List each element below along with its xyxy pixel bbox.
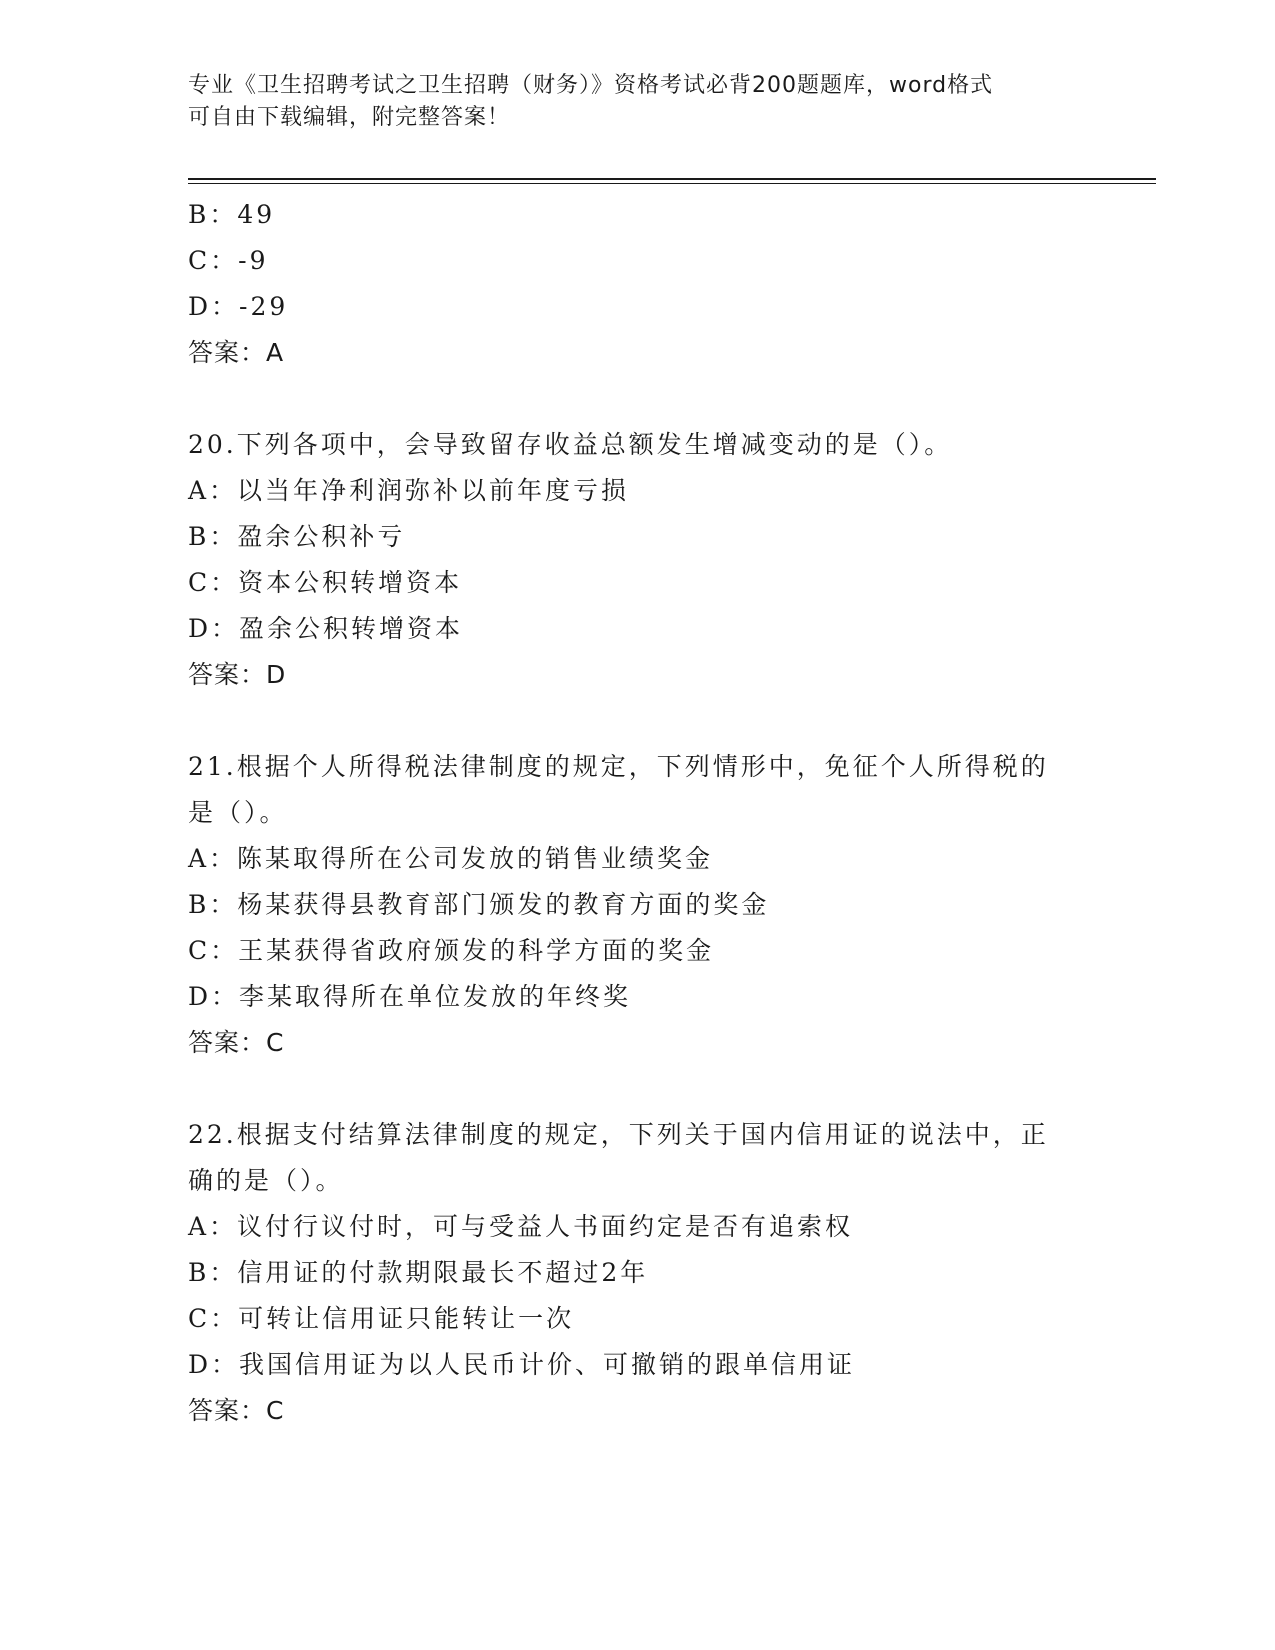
- option-d: D：我国信用证为以人民币计价、可撤销的跟单信用证: [188, 1350, 856, 1379]
- option-a: A：议付行议付时，可与受益人书面约定是否有追索权: [188, 1212, 854, 1241]
- previous-question-block: [188, 192, 1088, 376]
- spacer: [188, 698, 1088, 744]
- header-title-line-1: 专业《卫生招聘考试之卫生招聘（财务）》资格考试必背200题题库，word格式: [188, 73, 994, 98]
- option-d: D：-29: [188, 292, 289, 321]
- question-block-20: [188, 422, 1088, 698]
- option-c: C：王某获得省政府颁发的科学方面的奖金: [188, 936, 715, 965]
- option-b: B：信用证的付款期限最长不超过2年: [188, 1258, 649, 1287]
- question-block-22: [188, 1112, 1088, 1434]
- option-b: B：49: [188, 200, 276, 229]
- option-d: D：盈余公积转增资本: [188, 614, 464, 643]
- document-header: [188, 70, 1088, 134]
- option-c: C：资本公积转增资本: [188, 568, 463, 597]
- spacer: [188, 376, 1088, 422]
- question-stem: 21.根据个人所得税法律制度的规定，下列情形中，免征个人所得税的: [188, 752, 1049, 781]
- option-d: D：李某取得所在单位发放的年终奖: [188, 982, 632, 1011]
- answer-line: 答案：A: [188, 338, 285, 367]
- header-title-line-2: 可自由下载编辑，附完整答案！: [188, 105, 511, 130]
- answer-line: 答案：C: [188, 1396, 285, 1425]
- question-stem: 22.根据支付结算法律制度的规定，下列关于国内信用证的说法中，正: [188, 1120, 1049, 1149]
- spacer: [188, 1066, 1088, 1112]
- option-a: A：陈某取得所在公司发放的销售业绩奖金: [188, 844, 714, 873]
- option-a: A：以当年净利润弥补以前年度亏损: [188, 476, 630, 505]
- option-c: C：可转让信用证只能转让一次: [188, 1304, 575, 1333]
- question-stem-continued: 是（）。: [188, 798, 288, 827]
- question-list: [188, 192, 1088, 1434]
- option-c: C：-9: [188, 246, 269, 275]
- header-divider-thin: [188, 183, 1156, 184]
- question-block-21: [188, 744, 1088, 1066]
- option-b: B：杨某获得县教育部门颁发的教育方面的奖金: [188, 890, 770, 919]
- header-divider-thick: [188, 178, 1156, 180]
- answer-line: 答案：D: [188, 660, 287, 689]
- answer-line: 答案：C: [188, 1028, 285, 1057]
- question-stem-continued: 确的是（）。: [188, 1166, 344, 1195]
- question-stem: 20.下列各项中，会导致留存收益总额发生增减变动的是（）。: [188, 430, 953, 459]
- option-b: B：盈余公积补亏: [188, 522, 406, 551]
